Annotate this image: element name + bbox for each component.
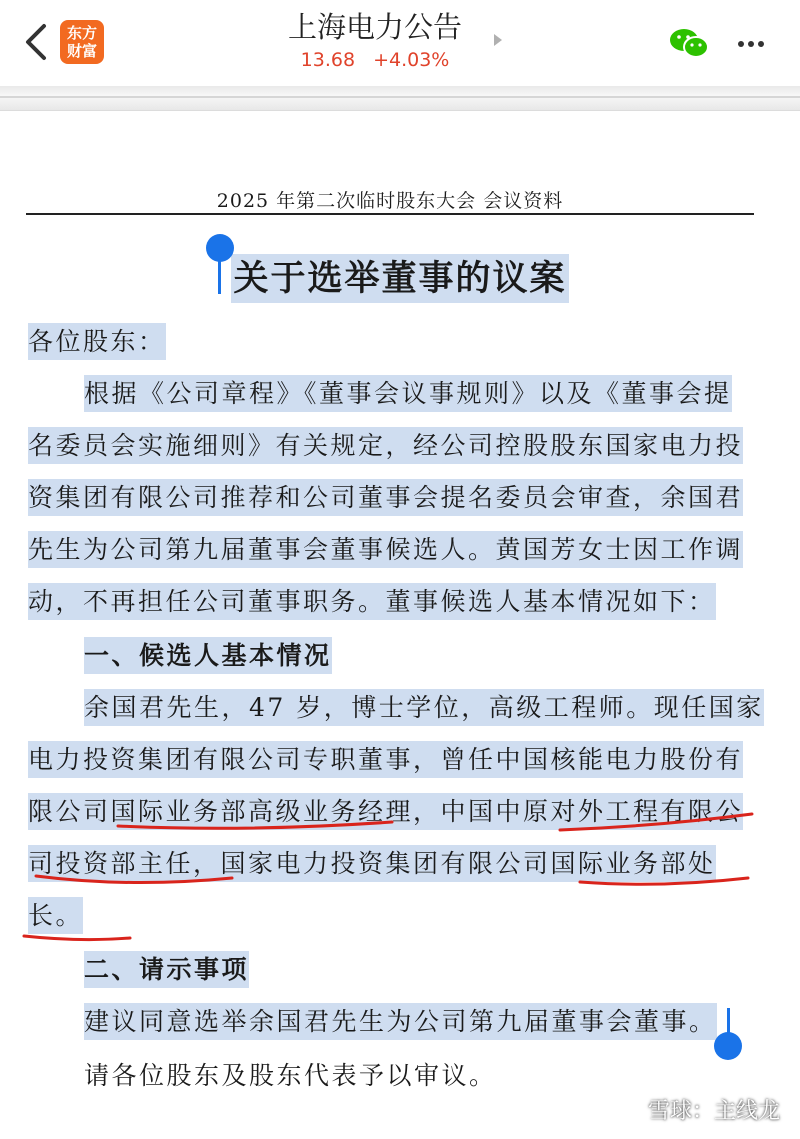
stock-title-block[interactable] [250,8,500,74]
paragraph-line: 根据《公司章程》《董事会议事规则》以及《董事会提 [84,372,732,416]
app-top-bar [0,0,800,86]
document-title: 关于选举董事的议案 [0,251,800,301]
bio-line: 司投资部主任，国家电力投资集团有限公司国际业务部处 [28,842,716,886]
bio-line: 限公司国际业务部高级业务经理，中国中原对外工程有限公 [28,790,743,834]
back-icon[interactable] [22,22,52,62]
closing-line: 请各位股东及股东代表予以审议。 [84,1061,497,1090]
bio-line: 电力投资集团有限公司专职董事，曾任中国核能电力股份有 [28,738,743,782]
stock-quote [250,46,500,74]
paragraph-line: 名委员会实施细则》有关规定，经公司控股股东国家电力投 [28,424,743,468]
watermark: 雪球：主线龙 [647,1099,780,1124]
page-title: 上海电力公告 [287,10,462,44]
selection-start-caret [218,258,221,294]
section-heading: 一、候选人基本情况 [84,634,332,678]
request-line: 建议同意选举余国君先生为公司第九届董事会董事。 [84,1000,717,1044]
document-header: 2025 年第二次临时股东大会 会议资料 [216,190,564,212]
paragraph-line: 先生为公司第九届董事会董事候选人。黄国芳女士因工作调 [28,528,743,572]
paragraph-line: 动，不再担任公司董事职务。董事候选人基本情况如下： [28,580,716,624]
section-heading: 二、请示事项 [84,948,249,992]
paragraph-line: 资集团有限公司推荐和公司董事会提名委员会审查，余国君 [28,476,743,520]
wechat-share-icon[interactable] [668,26,710,60]
stock-price: 13.68 [300,49,356,71]
bio-line: 余国君先生，47 岁，博士学位，高级工程师。现任国家 [84,686,764,730]
more-options-icon[interactable] [736,32,770,52]
stock-change: +4.03% [373,49,450,71]
header-rule [26,213,754,215]
salutation: 各位股东： [28,320,166,364]
selection-end-handle[interactable] [714,1032,742,1060]
viewer-divider [0,86,800,111]
brand-logo: 东方 财富 [60,20,104,64]
bio-line: 长。 [28,894,83,938]
expand-arrow-icon[interactable] [494,34,502,46]
